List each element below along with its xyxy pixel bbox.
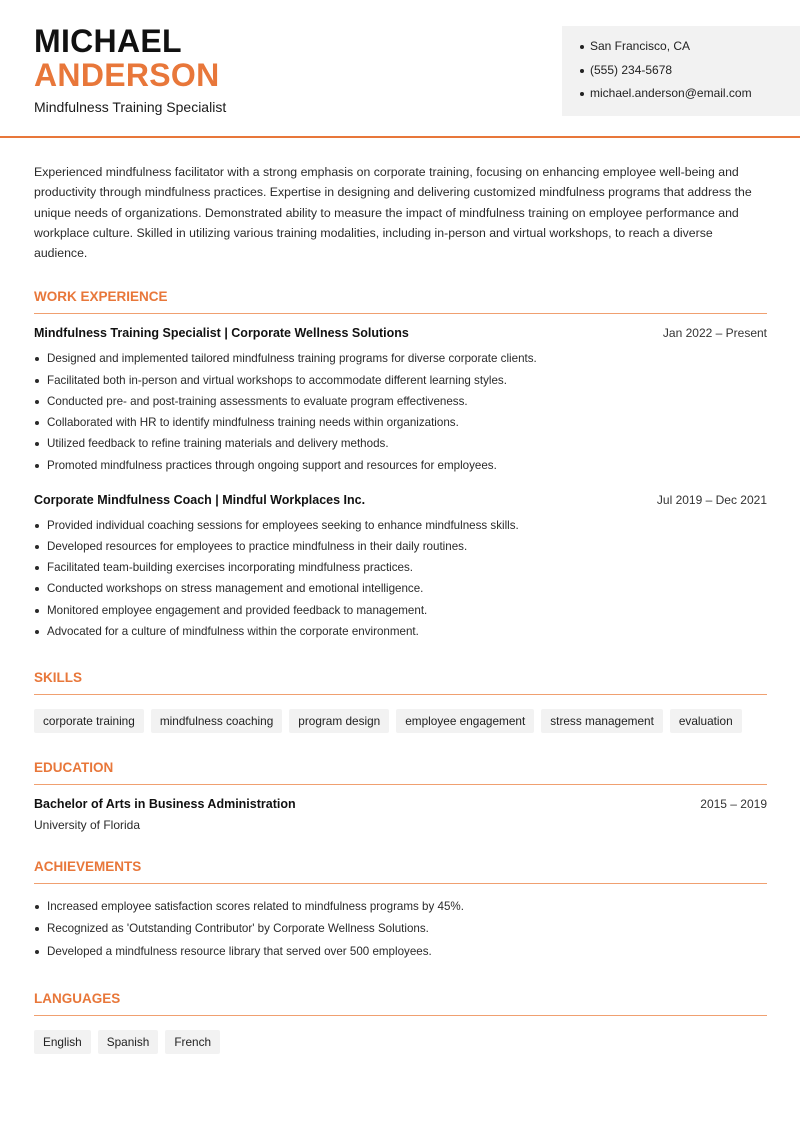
languages-section [34, 991, 767, 1054]
section-title-education: EDUCATION [34, 760, 767, 785]
education-dates: 2015 – 2019 [700, 796, 767, 811]
section-title-achievements: ACHIEVEMENTS [34, 859, 767, 884]
achievement-item: Increased employee satisfaction scores related to mindfulness programs by 45%. [34, 896, 767, 918]
degree-name: Bachelor of Arts in Business Administration [34, 796, 296, 811]
job-entry [34, 493, 767, 642]
last-name: ANDERSON [34, 57, 220, 93]
first-name: MICHAEL [34, 23, 182, 59]
contact-location: San Francisco, CA [580, 36, 800, 60]
job-bullet: Utilized feedback to refine training materials and delivery methods. [34, 433, 767, 454]
job-bullet: Monitored employee engagement and provided feedback to management. [34, 600, 767, 621]
job-bullet: Collaborated with HR to identify mindfulness training needs within organizations. [34, 412, 767, 433]
contact-email: michael.anderson@email.com [580, 83, 800, 107]
skill-tag: stress management [541, 709, 663, 733]
skills-section [34, 670, 767, 733]
job-bullet: Facilitated both in-person and virtual workshops to accommodate different learning styles. [34, 370, 767, 391]
job-bullet: Conducted pre- and post-training assessments to evaluate program effectiveness. [34, 391, 767, 412]
candidate-name [34, 24, 220, 92]
job-bullet: Developed resources for employees to practice mindfulness in their daily routines. [34, 536, 767, 557]
job-dates: Jan 2022 – Present [662, 326, 767, 341]
education-section [34, 760, 767, 832]
education-entry [34, 797, 767, 832]
job-dates: Jul 2019 – Dec 2021 [656, 492, 767, 507]
job-bullet: Provided individual coaching sessions for employees seeking to enhance mindfulness skills. [34, 515, 767, 536]
skill-tag: program design [289, 709, 389, 733]
job-bullet: Advocated for a culture of mindfulness within the corporate environment. [34, 621, 767, 642]
job-entry [34, 326, 767, 475]
achievement-item: Developed a mindfulness resource library that served over 500 employees. [34, 941, 767, 963]
job-bullet: Promoted mindfulness practices through ongoing support and resources for employees. [34, 455, 767, 476]
language-tags [34, 1030, 767, 1054]
language-tag: English [34, 1030, 91, 1054]
language-tag: French [165, 1030, 220, 1054]
resume-content [34, 162, 767, 1054]
achievement-item: Recognized as 'Outstanding Contributor' by Corporate Wellness Solutions. [34, 918, 767, 940]
section-title-skills: SKILLS [34, 670, 767, 695]
section-title-work: WORK EXPERIENCE [34, 289, 767, 314]
skill-tag: evaluation [670, 709, 742, 733]
contact-phone: (555) 234-5678 [580, 60, 800, 84]
job-bullets [34, 515, 767, 642]
school-name: University of Florida [34, 817, 141, 832]
summary-paragraph: Experienced mindfulness facilitator with a strong emphasis on corporate training, focusing on enhancing employee well-being and productivity through mindfulness practices. Expertise in designing and delivering customized mindfulness programs that address the unique needs of organizations. Demonstrated ability to measure the impact of mindfulness training on employee performance and workplace culture. Skilled in utilizing various training modalities, including in-person and virtual workshops, to reach a diverse audience. [34, 165, 752, 261]
work-experience-section [34, 289, 767, 641]
section-title-languages: LANGUAGES [34, 991, 767, 1016]
job-role: Corporate Mindfulness Coach | Mindful Workplaces Inc. [34, 492, 366, 507]
job-bullets [34, 348, 767, 475]
achievement-list [34, 896, 767, 963]
skill-tag: mindfulness coaching [151, 709, 282, 733]
job-bullet: Facilitated team-building exercises incorporating mindfulness practices. [34, 557, 767, 578]
job-bullet: Conducted workshops on stress management and emotional intelligence. [34, 578, 767, 599]
skill-tags [34, 709, 767, 733]
job-role: Mindfulness Training Specialist | Corporate Wellness Solutions [34, 326, 409, 341]
skill-tag: employee engagement [396, 709, 534, 733]
job-bullet: Designed and implemented tailored mindfulness training programs for diverse corporate clients. [34, 348, 767, 369]
language-tag: Spanish [98, 1030, 159, 1054]
achievements-section [34, 859, 767, 963]
resume-header [0, 0, 800, 138]
job-title: Mindfulness Training Specialist [34, 99, 227, 115]
skill-tag: corporate training [34, 709, 144, 733]
contact-box [562, 26, 800, 116]
